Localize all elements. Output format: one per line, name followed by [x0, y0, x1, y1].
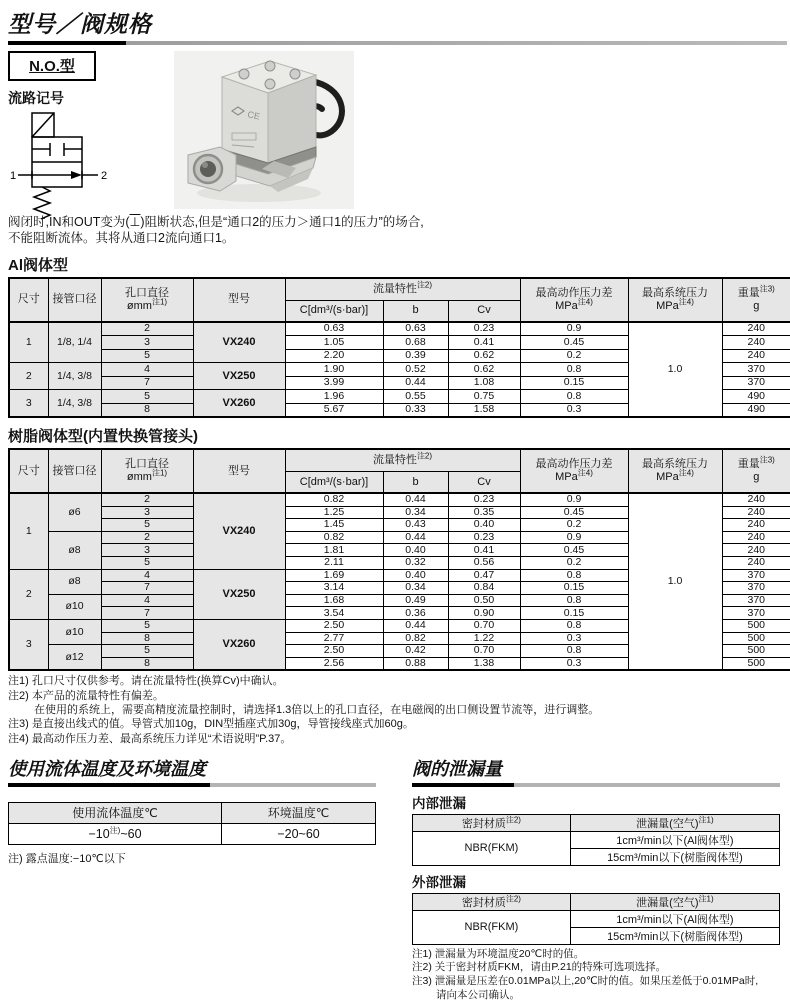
- flow-cv-cell: 0.23: [448, 493, 520, 506]
- al-table-header: [9, 278, 790, 322]
- orifice-cell: 8: [101, 657, 193, 670]
- ambient-temp-value: −20~60: [222, 823, 376, 844]
- flow-b-cell: 0.39: [383, 349, 448, 363]
- max-pressure-diff-cell: 0.3: [520, 403, 628, 417]
- flow-cv-cell: 0.62: [448, 349, 520, 363]
- weight-cell: 240: [722, 519, 790, 532]
- temperature-table: [8, 802, 376, 845]
- orifice-cell: 7: [101, 582, 193, 595]
- size-cell: 3: [9, 390, 48, 418]
- port-cell: 1/4, 3/8: [48, 390, 101, 418]
- flow-c-cell: 0.82: [285, 493, 383, 506]
- model-cell: VX250: [193, 569, 285, 619]
- weight-cell: 240: [722, 322, 790, 336]
- orifice-cell: 4: [101, 363, 193, 377]
- max-pressure-diff-cell: 0.45: [520, 544, 628, 557]
- port-cell: 1/8, 1/4: [48, 322, 101, 363]
- max-pressure-diff-cell: 0.15: [520, 582, 628, 595]
- flow-cv-cell: 1.08: [448, 376, 520, 390]
- flow-c-cell: 3.54: [285, 607, 383, 620]
- leak-resin-value: 15cm³/min以下(树脂阀体型): [570, 927, 779, 944]
- flow-cv-cell: 0.56: [448, 556, 520, 569]
- weight-cell: 370: [722, 569, 790, 582]
- port-cell: ø10: [48, 619, 101, 644]
- orifice-cell: 7: [101, 607, 193, 620]
- flow-cv-cell: 0.40: [448, 519, 520, 532]
- orifice-cell: 3: [101, 336, 193, 350]
- resin-table-title: 树脂阀体型(内置快换管接头): [8, 428, 198, 445]
- external-leakage-subtitle: 外部泄漏: [412, 874, 466, 890]
- description-line-2: 不能阻断流体。其将从通口2流向通口1。: [8, 231, 235, 246]
- weight-cell: 240: [722, 493, 790, 506]
- col-header-flow-cv: Cv: [448, 472, 520, 494]
- flow-b-cell: 0.44: [383, 531, 448, 544]
- flow-b-cell: 0.55: [383, 390, 448, 404]
- weight-cell: 370: [722, 607, 790, 620]
- flow-b-cell: 0.43: [383, 519, 448, 532]
- flow-c-cell: 0.82: [285, 531, 383, 544]
- flow-cv-cell: 0.75: [448, 390, 520, 404]
- system-pressure-cell: 1.0: [628, 493, 722, 670]
- product-photo: [174, 51, 354, 209]
- flow-cv-cell: 1.22: [448, 632, 520, 645]
- title-rule: [8, 41, 787, 45]
- weight-cell: 490: [722, 403, 790, 417]
- port-cell: ø8: [48, 531, 101, 569]
- weight-cell: 500: [722, 657, 790, 670]
- col-header-model: 型号: [193, 278, 285, 322]
- orifice-cell: 3: [101, 506, 193, 519]
- flow-b-cell: 0.40: [383, 544, 448, 557]
- max-pressure-diff-cell: 0.9: [520, 531, 628, 544]
- flow-c-cell: 1.05: [285, 336, 383, 350]
- spec-note-2: 注2) 本产品的流量特性有偏差。: [8, 689, 164, 702]
- al-spec-table: [8, 277, 790, 419]
- flow-c-cell: 2.50: [285, 619, 383, 632]
- leak-al-value: 1cm³/min以下(Al阀体型): [570, 831, 779, 848]
- seal-material-header: 密封材质$^{注2)}$: [413, 893, 571, 910]
- port-cell: ø12: [48, 645, 101, 671]
- flow-b-cell: 0.36: [383, 607, 448, 620]
- flow-b-cell: 0.49: [383, 594, 448, 607]
- max-pressure-diff-cell: 0.9: [520, 322, 628, 336]
- orifice-cell: 2: [101, 531, 193, 544]
- flow-b-cell: 0.33: [383, 403, 448, 417]
- flow-arrow-icon: [71, 171, 82, 179]
- weight-cell: 500: [722, 645, 790, 658]
- flow-c-cell: 5.67: [285, 403, 383, 417]
- orifice-cell: 5: [101, 645, 193, 658]
- resin-spec-table: [8, 448, 790, 671]
- seal-material-value: NBR(FKM): [413, 910, 571, 944]
- col-header-flow: 流量特性$^{注2)}$: [285, 278, 520, 301]
- col-header-weight: 重量$^{注3)}$ g: [722, 449, 790, 493]
- leakage-notes: [412, 948, 780, 1002]
- resin-table-header: [9, 449, 790, 493]
- orifice-cell: 8: [101, 403, 193, 417]
- weight-cell: 370: [722, 582, 790, 595]
- orifice-cell: 5: [101, 556, 193, 569]
- col-header-sys: 最高系统压力 MPa$^{注4)}$: [628, 278, 722, 322]
- orifice-cell: 3: [101, 544, 193, 557]
- spec-note-3: 注3) 是直接出线式的值。导管式加10g，DIN型插座式加30g，导管接线座式加60g。: [8, 718, 414, 731]
- flow-c-cell: 1.96: [285, 390, 383, 404]
- spec-row: [9, 322, 790, 336]
- flow-cv-cell: 0.84: [448, 582, 520, 595]
- leak-amount-header: 泄漏量(空气)$^{注1)}$: [570, 814, 779, 831]
- flow-b-cell: 0.68: [383, 336, 448, 350]
- spec-notes: [8, 674, 787, 745]
- internal-leakage-table: [412, 814, 780, 866]
- orifice-cell: 7: [101, 376, 193, 390]
- fluid-temp-header: 使用流体温度℃: [9, 802, 222, 823]
- flow-b-cell: 0.82: [383, 632, 448, 645]
- temperature-title: 使用流体温度及环境温度: [8, 758, 206, 779]
- col-header-flow: 流量特性$^{注2)}$: [285, 449, 520, 472]
- leakage-title: 阀的泄漏量: [412, 758, 502, 779]
- flow-c-cell: 1.25: [285, 506, 383, 519]
- flow-c-cell: 2.11: [285, 556, 383, 569]
- col-header-flow-b: b: [383, 472, 448, 494]
- ce-mark: CE: [246, 109, 261, 122]
- col-header-sys: 最高系统压力 MPa$^{注4)}$: [628, 449, 722, 493]
- flow-b-cell: 0.40: [383, 569, 448, 582]
- flow-b-cell: 0.42: [383, 645, 448, 658]
- orifice-cell: 4: [101, 569, 193, 582]
- flow-cv-cell: 0.47: [448, 569, 520, 582]
- flow-c-cell: 3.14: [285, 582, 383, 595]
- flow-c-cell: 1.45: [285, 519, 383, 532]
- max-pressure-diff-cell: 0.9: [520, 493, 628, 506]
- port-cell: ø6: [48, 493, 101, 531]
- flow-cv-cell: 0.23: [448, 322, 520, 336]
- flow-b-cell: 0.44: [383, 493, 448, 506]
- orifice-cell: 5: [101, 619, 193, 632]
- size-cell: 1: [9, 322, 48, 363]
- orifice-cell: 4: [101, 594, 193, 607]
- col-header-size: 尺寸: [9, 278, 48, 322]
- model-cell: VX240: [193, 322, 285, 363]
- description-line-1: 阀闭时,IN和OUT变为(⊥)阻断状态,但是“通口2的压力＞通口1的压力”的场合,: [8, 215, 424, 229]
- flow-cv-cell: 0.23: [448, 531, 520, 544]
- temperature-rule: [8, 783, 376, 787]
- max-pressure-diff-cell: 0.8: [520, 390, 628, 404]
- leak-al-value: 1cm³/min以下(Al阀体型): [570, 910, 779, 927]
- col-header-dp: 最高动作压力差 MPa$^{注4)}$: [520, 278, 628, 322]
- port-2-label: 2: [101, 170, 108, 182]
- max-pressure-diff-cell: 0.8: [520, 363, 628, 377]
- weight-cell: 240: [722, 336, 790, 350]
- flow-c-cell: 1.68: [285, 594, 383, 607]
- flow-cv-cell: 1.38: [448, 657, 520, 670]
- weight-cell: 240: [722, 556, 790, 569]
- seal-material-value: NBR(FKM): [413, 831, 571, 865]
- size-cell: 2: [9, 569, 48, 619]
- spec-note-4: 注4) 最高动作压力差、最高系统压力详见“术语说明”P.37。: [8, 732, 292, 745]
- port-cell: ø10: [48, 594, 101, 619]
- model-cell: VX250: [193, 363, 285, 390]
- flow-c-cell: 2.50: [285, 645, 383, 658]
- intro-section: [8, 51, 787, 211]
- spec-note-1: 注1) 孔口尺寸仅供参考。请在流量特性(换算Cv)中确认。: [8, 675, 284, 688]
- col-header-orifice: 孔口直径 ømm$^{注1)}$: [101, 449, 193, 493]
- weight-cell: 240: [722, 544, 790, 557]
- max-pressure-diff-cell: 0.8: [520, 594, 628, 607]
- port-cell: 1/4, 3/8: [48, 363, 101, 390]
- dew-point-note: 注) 露点温度:−10℃以下: [8, 852, 126, 865]
- flow-c-cell: 1.81: [285, 544, 383, 557]
- flow-path-diagram: [8, 111, 108, 223]
- leakage-rule: [412, 783, 780, 787]
- col-header-orifice: 孔口直径 ømm$^{注1)}$: [101, 278, 193, 322]
- flow-c-cell: 0.63: [285, 322, 383, 336]
- col-header-flow-b: b: [383, 300, 448, 322]
- weight-cell: 370: [722, 376, 790, 390]
- flow-cv-cell: 0.50: [448, 594, 520, 607]
- leak-resin-value: 15cm³/min以下(树脂阀体型): [570, 848, 779, 865]
- flow-symbol-label: 流路记号: [8, 90, 64, 106]
- seal-material-header: 密封材质$^{注2)}$: [413, 814, 571, 831]
- flow-b-cell: 0.32: [383, 556, 448, 569]
- flow-cv-cell: 0.41: [448, 336, 520, 350]
- flow-b-cell: 0.34: [383, 506, 448, 519]
- col-header-flow-c: C[dm³/(s·bar)]: [285, 472, 383, 494]
- max-pressure-diff-cell: 0.2: [520, 519, 628, 532]
- internal-leakage-subtitle: 内部泄漏: [412, 795, 466, 811]
- port-cell: ø8: [48, 569, 101, 594]
- flow-cv-cell: 0.62: [448, 363, 520, 377]
- blocked-symbol: ⊥: [129, 215, 141, 229]
- orifice-cell: 2: [101, 493, 193, 506]
- spec-note-2-cont: 在使用的系统上，需要高精度流量控制时，请选择1.3倍以上的孔口直径，在电磁阀的出口侧设置节流等，进行调整。: [34, 703, 600, 716]
- max-pressure-diff-cell: 0.8: [520, 645, 628, 658]
- max-pressure-diff-cell: 0.2: [520, 349, 628, 363]
- fluid-temp-value: $-10^{注)}\sim 60$: [9, 823, 222, 844]
- max-pressure-diff-cell: 0.3: [520, 632, 628, 645]
- weight-cell: 240: [722, 531, 790, 544]
- valve-type-label: N.O.型: [29, 58, 75, 75]
- port-1-label: 1: [10, 170, 17, 182]
- leak-amount-header: 泄漏量(空气)$^{注1)}$: [570, 893, 779, 910]
- leakage-note-2: 注2) 关于密封材质FKM，请由P.21的特殊可选项选择。: [412, 961, 667, 974]
- col-header-size: 尺寸: [9, 449, 48, 493]
- model-cell: VX260: [193, 390, 285, 418]
- orifice-cell: 8: [101, 632, 193, 645]
- max-pressure-diff-cell: 0.3: [520, 657, 628, 670]
- max-pressure-diff-cell: 0.8: [520, 569, 628, 582]
- size-cell: 1: [9, 493, 48, 569]
- al-table-title: Al阀体型: [8, 256, 69, 274]
- size-cell: 2: [9, 363, 48, 390]
- orifice-cell: 5: [101, 519, 193, 532]
- max-pressure-diff-cell: 0.45: [520, 506, 628, 519]
- orifice-cell: 5: [101, 390, 193, 404]
- orifice-cell: 5: [101, 349, 193, 363]
- weight-cell: 370: [722, 363, 790, 377]
- leakage-section: [412, 755, 780, 1002]
- flow-cv-cell: 0.70: [448, 619, 520, 632]
- al-table-body: [9, 322, 790, 418]
- orifice-cell: 2: [101, 322, 193, 336]
- weight-cell: 240: [722, 349, 790, 363]
- weight-cell: 490: [722, 390, 790, 404]
- size-cell: 3: [9, 619, 48, 670]
- flow-c-cell: 2.20: [285, 349, 383, 363]
- flow-c-cell: 3.99: [285, 376, 383, 390]
- col-header-weight: 重量$^{注3)}$ g: [722, 278, 790, 322]
- col-header-flow-cv: Cv: [448, 300, 520, 322]
- valve-symbol: [18, 113, 98, 219]
- resin-table-body: [9, 493, 790, 670]
- max-pressure-diff-cell: 0.15: [520, 607, 628, 620]
- flow-b-cell: 0.52: [383, 363, 448, 377]
- weight-cell: 370: [722, 594, 790, 607]
- flow-cv-cell: 0.41: [448, 544, 520, 557]
- col-header-port: 接管口径: [48, 278, 101, 322]
- col-header-model: 型号: [193, 449, 285, 493]
- model-cell: VX260: [193, 619, 285, 670]
- leakage-note-3: 注3) 泄漏量是压差在0.01MPa以上,20℃时的值。如果压差低于0.01MPa时,: [412, 975, 759, 988]
- flow-cv-cell: 1.58: [448, 403, 520, 417]
- flow-b-cell: 0.63: [383, 322, 448, 336]
- ambient-temp-header: 环境温度℃: [222, 802, 376, 823]
- temperature-section: [8, 755, 376, 1002]
- col-header-dp: 最高动作压力差 MPa$^{注4)}$: [520, 449, 628, 493]
- system-pressure-cell: 1.0: [628, 322, 722, 418]
- col-header-port: 接管口径: [48, 449, 101, 493]
- max-pressure-diff-cell: 0.8: [520, 619, 628, 632]
- flow-cv-cell: 0.35: [448, 506, 520, 519]
- valve-type-badge: [8, 51, 96, 81]
- weight-cell: 500: [722, 619, 790, 632]
- flow-c-cell: 2.56: [285, 657, 383, 670]
- model-cell: VX240: [193, 493, 285, 569]
- flow-c-cell: 1.90: [285, 363, 383, 377]
- flow-cv-cell: 0.90: [448, 607, 520, 620]
- bottom-sections: [8, 755, 787, 1002]
- flow-cv-cell: 0.70: [448, 645, 520, 658]
- flow-c-cell: 2.77: [285, 632, 383, 645]
- flow-b-cell: 0.34: [383, 582, 448, 595]
- max-pressure-diff-cell: 0.45: [520, 336, 628, 350]
- spec-row: [9, 493, 790, 506]
- col-header-flow-c: C[dm³/(s·bar)]: [285, 300, 383, 322]
- flow-c-cell: 1.69: [285, 569, 383, 582]
- intro-left-column: [8, 51, 170, 223]
- max-pressure-diff-cell: 0.15: [520, 376, 628, 390]
- weight-cell: 240: [722, 506, 790, 519]
- weight-cell: 500: [722, 632, 790, 645]
- flow-b-cell: 0.44: [383, 619, 448, 632]
- leakage-note-1: 注1) 泄漏量为环境温度20℃时的值。: [412, 947, 585, 960]
- flow-b-cell: 0.88: [383, 657, 448, 670]
- external-leakage-table: [412, 893, 780, 945]
- valve-description: [8, 214, 787, 247]
- page-title: 型号／阀规格: [8, 11, 152, 37]
- max-pressure-diff-cell: 0.2: [520, 556, 628, 569]
- leakage-note-3-cont: 请向本公司确认。: [436, 988, 520, 1001]
- flow-b-cell: 0.44: [383, 376, 448, 390]
